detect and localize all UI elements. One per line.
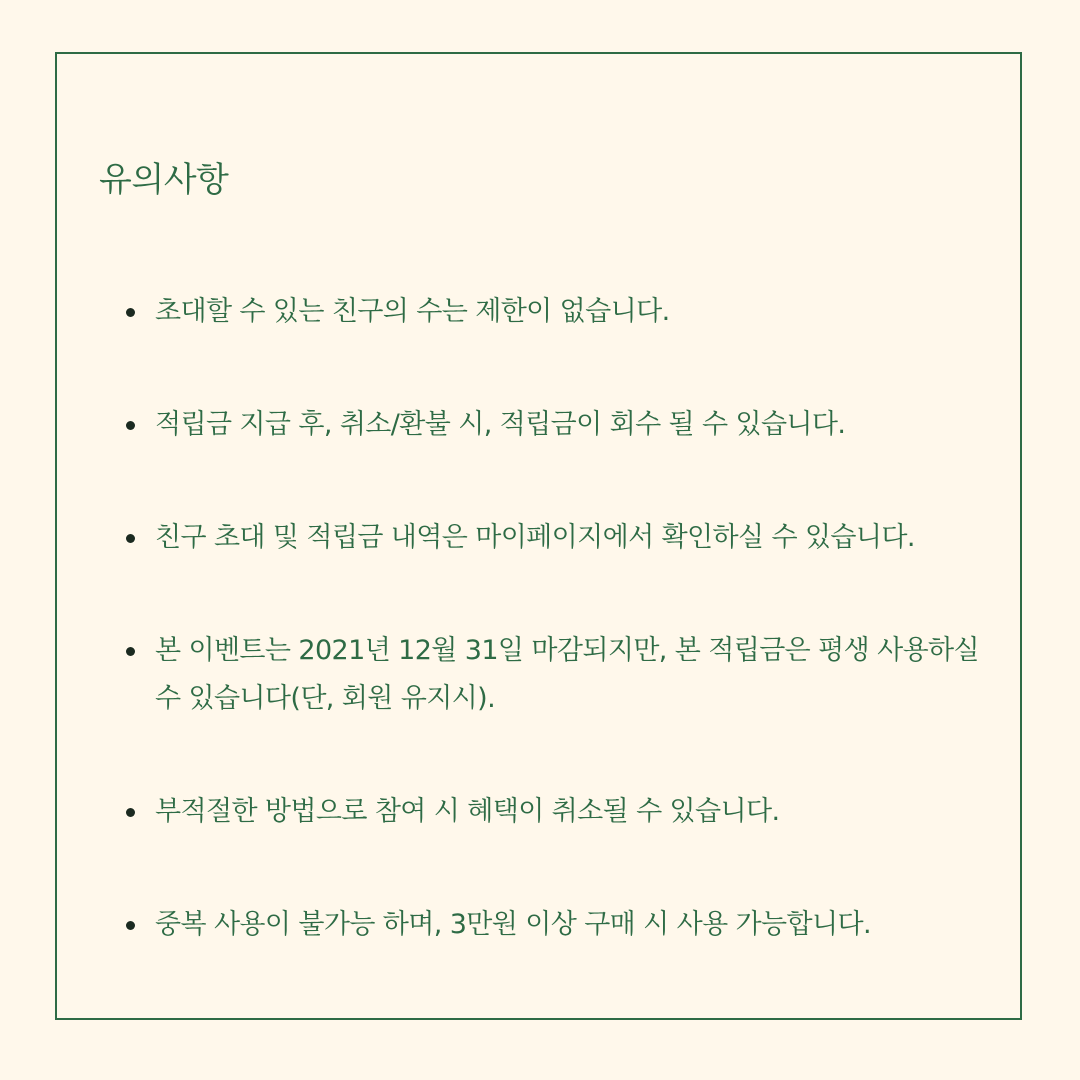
notice-card [55, 52, 1022, 1020]
notice-item [155, 288, 995, 336]
notice-item-text: 중복 사용이 불가능 하며, 3만원 이상 구매 시 사용 가능합니다. [155, 909, 871, 940]
notice-item [155, 788, 995, 836]
bullet-icon [126, 647, 135, 656]
notice-list [155, 288, 995, 949]
bullet-icon [126, 421, 135, 430]
bullet-icon [126, 808, 135, 817]
notice-item-text: 친구 초대 및 적립금 내역은 마이페이지에서 확인하실 수 있습니다. [155, 522, 915, 553]
bullet-icon [126, 308, 135, 317]
notice-item-text: 본 이벤트는 2021년 12월 31일 마감되지만, 본 적립금은 평생 사용하실 수 있습니다(단, 회원 유지시). [155, 635, 980, 714]
bullet-icon [126, 921, 135, 930]
notice-item-text: 부적절한 방법으로 참여 시 혜택이 취소될 수 있습니다. [155, 796, 780, 827]
notice-item [155, 627, 995, 723]
notice-item [155, 401, 995, 449]
notice-item-text: 적립금 지급 후, 취소/환불 시, 적립금이 회수 될 수 있습니다. [155, 409, 846, 440]
notice-item-text: 초대할 수 있는 친구의 수는 제한이 없습니다. [155, 296, 670, 327]
bullet-icon [126, 534, 135, 543]
notice-title: 유의사항 [99, 160, 229, 200]
notice-item [155, 901, 995, 949]
notice-item [155, 514, 995, 562]
